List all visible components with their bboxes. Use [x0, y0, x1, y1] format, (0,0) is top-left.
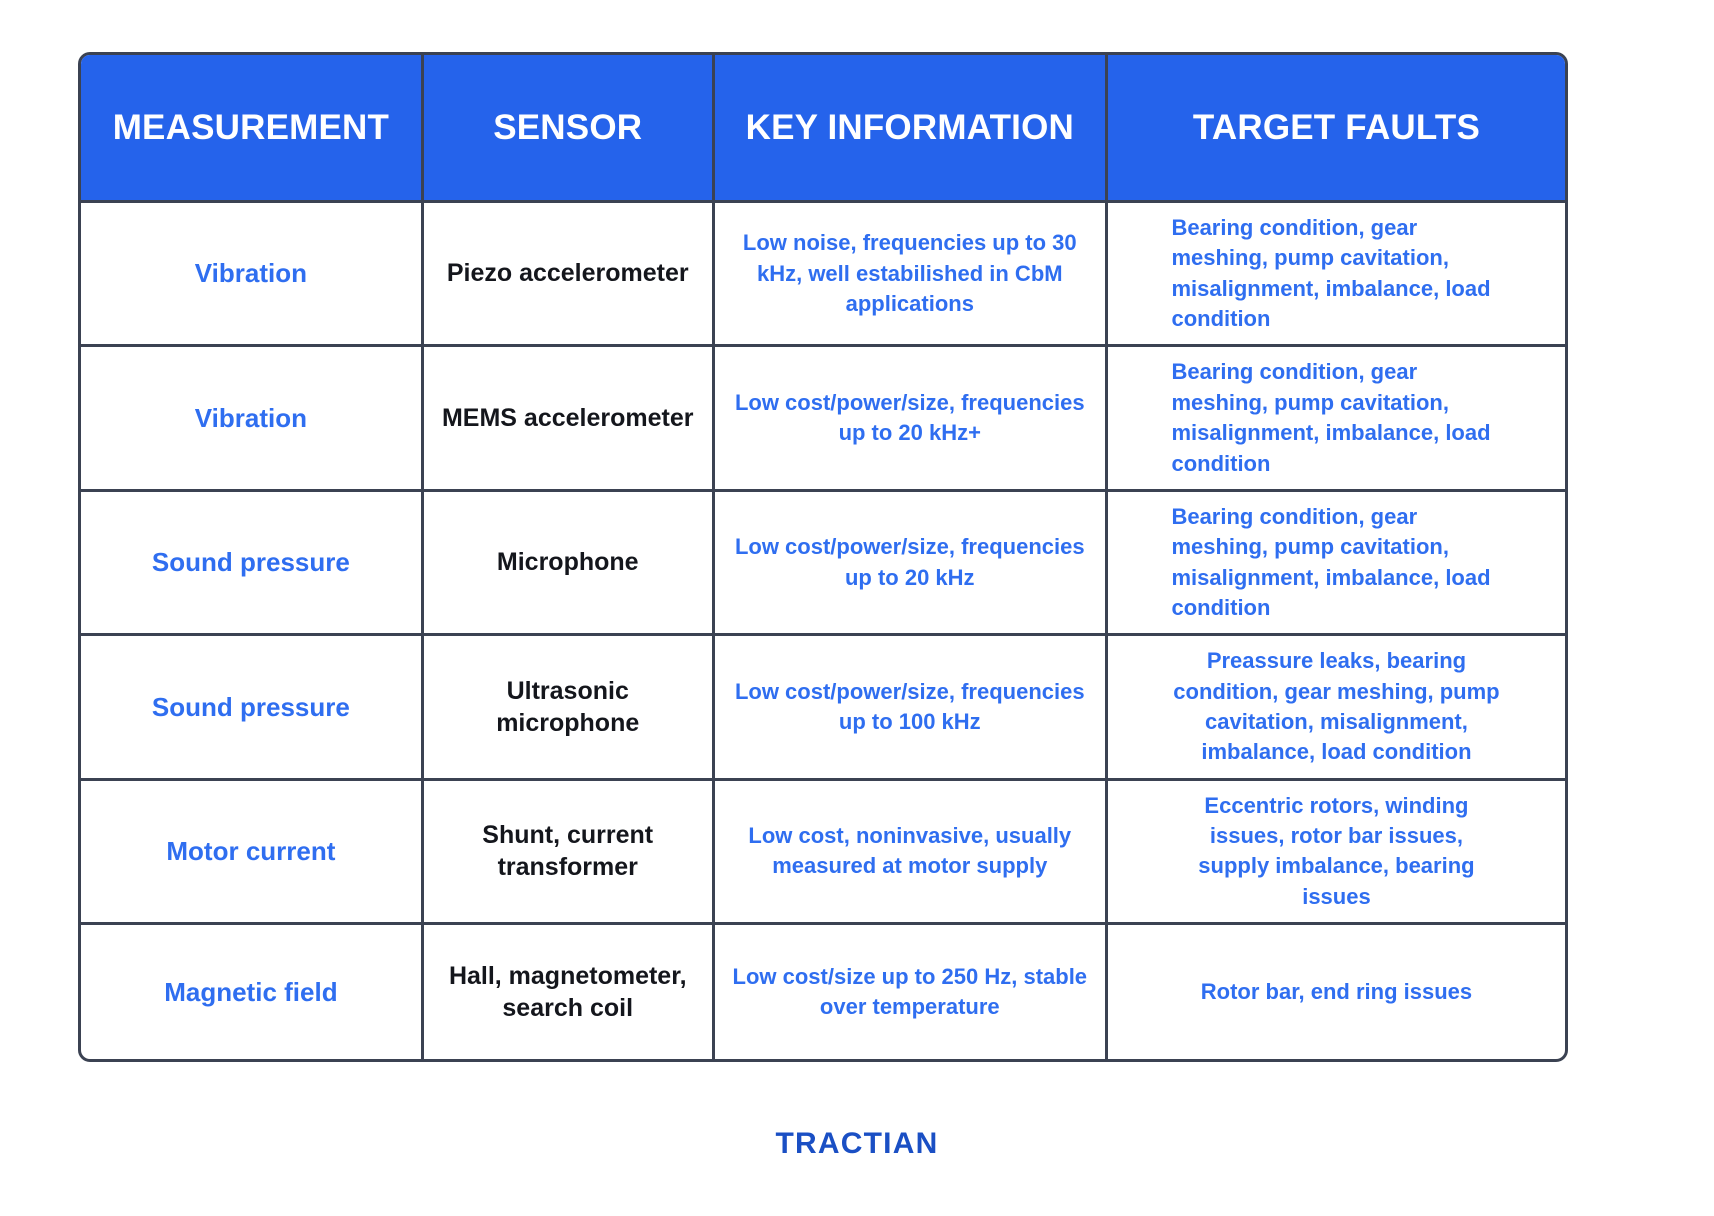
cell-sensor-text: Piezo accelerometer — [446, 259, 689, 288]
sensor-comparison-table — [78, 52, 1568, 1062]
cell-sensor — [424, 781, 715, 925]
cell-target-faults-text: Bearing condition, gear meshing, pump cavitation, misalignment, imbalance, load condition — [1171, 215, 1491, 332]
cell-measurement-text: Motor current — [166, 836, 336, 867]
cell-key-information-text: Low cost, noninvasive, usually measured at motor supply — [748, 823, 1072, 879]
table-row — [81, 347, 1565, 491]
column-header-key-information: KEY INFORMATION — [715, 55, 1108, 203]
table-row — [81, 203, 1565, 347]
cell-sensor — [424, 925, 715, 1059]
cell-sensor — [424, 347, 715, 491]
cell-sensor-text: Hall, magnetometer, search coil — [448, 961, 687, 1023]
cell-target-faults-text: Bearing condition, gear meshing, pump cavitation, misalignment, imbalance, load condition — [1171, 359, 1491, 476]
cell-target-faults-text: Rotor bar, end ring issues — [1200, 979, 1473, 1004]
cell-target-faults — [1108, 925, 1565, 1059]
column-header-measurement: MEASUREMENT — [81, 55, 424, 203]
cell-target-faults-text: Bearing condition, gear meshing, pump cavitation, misalignment, imbalance, load condition — [1171, 503, 1491, 620]
cell-target-faults-text: Eccentric rotors, winding issues, rotor bar issues, supply imbalance, bearing issues — [1198, 792, 1475, 909]
cell-key-information-text: Low cost/size up to 250 Hz, stable over temperature — [732, 963, 1088, 1020]
cell-measurement-text: Vibration — [194, 402, 307, 433]
cell-key-information — [715, 347, 1108, 491]
cell-target-faults — [1108, 781, 1565, 925]
cell-target-faults-text: Preassure leaks, bearing condition, gear meshing, pump cavitation, misalignment, imbalance, load condition — [1173, 648, 1500, 765]
cell-key-information — [715, 492, 1108, 636]
cell-measurement — [81, 492, 424, 636]
cell-measurement-text: Vibration — [194, 258, 307, 289]
cell-sensor — [424, 492, 715, 636]
cell-measurement-text: Magnetic field — [164, 976, 338, 1007]
cell-sensor-text: Ultrasonic microphone — [496, 676, 640, 738]
cell-key-information — [715, 203, 1108, 347]
sensor-comparison-table-container — [78, 52, 1568, 1023]
cell-measurement — [81, 781, 424, 925]
cell-measurement — [81, 203, 424, 347]
cell-sensor — [424, 636, 715, 780]
cell-key-information — [715, 925, 1108, 1059]
column-header-sensor: SENSOR — [424, 55, 715, 203]
column-header-target-faults: TARGET FAULTS — [1108, 55, 1565, 203]
cell-measurement — [81, 925, 424, 1059]
table-row — [81, 492, 1565, 636]
cell-target-faults — [1108, 347, 1565, 491]
cell-measurement-text: Sound pressure — [151, 691, 350, 722]
table-header — [81, 55, 1565, 203]
cell-measurement — [81, 347, 424, 491]
table-header-row — [81, 55, 1565, 203]
cell-target-faults — [1108, 492, 1565, 636]
tractian-logo: TRACTIAN — [775, 1127, 939, 1160]
cell-key-information-text: Low noise, frequencies up to 30 kHz, well estabilished in CbM applications — [742, 230, 1077, 316]
cell-target-faults — [1108, 636, 1565, 780]
cell-measurement-text: Sound pressure — [151, 547, 350, 578]
cell-sensor-text: Microphone — [496, 548, 639, 577]
table-row — [81, 781, 1565, 925]
table-body — [81, 203, 1565, 1059]
cell-key-information-text: Low cost/power/size, frequencies up to 100 kHz — [734, 678, 1085, 735]
cell-sensor-text: MEMS accelerometer — [441, 403, 694, 432]
brand-footer — [0, 1127, 1714, 1161]
cell-measurement — [81, 636, 424, 780]
cell-key-information — [715, 636, 1108, 780]
cell-key-information — [715, 781, 1108, 925]
table-row — [81, 925, 1565, 1059]
cell-sensor — [424, 203, 715, 347]
cell-key-information-text: Low cost/power/size, frequencies up to 20 kHz — [734, 534, 1085, 590]
cell-key-information-text: Low cost/power/size, frequencies up to 20 kHz+ — [734, 389, 1085, 446]
cell-target-faults — [1108, 203, 1565, 347]
cell-sensor-text: Shunt, current transformer — [482, 820, 654, 882]
table-row — [81, 636, 1565, 780]
